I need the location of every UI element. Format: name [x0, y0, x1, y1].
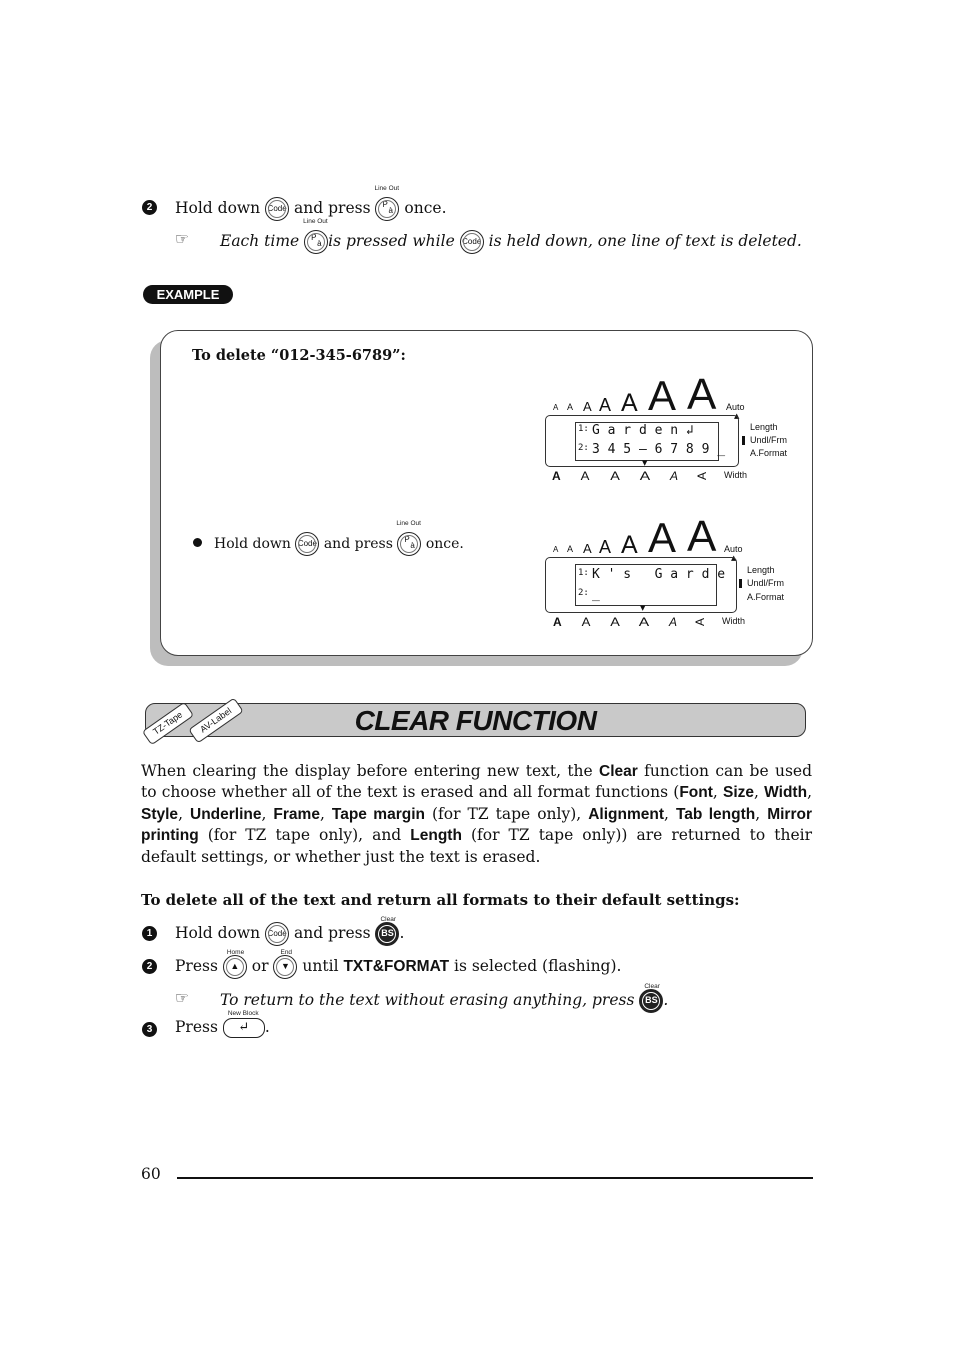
step-number: 2: [142, 959, 157, 974]
lcd-line-2: 3 4 5 – 6 7 8 9 _: [592, 442, 726, 457]
width-indicator: A: [580, 469, 590, 483]
width-indicator: A: [610, 615, 620, 629]
step-text: once.: [404, 199, 447, 217]
size-indicator: A: [687, 370, 717, 419]
size-indicator: A: [553, 403, 559, 412]
side-label: A.Format: [750, 448, 788, 458]
enter-key-icon: New Block ↵: [223, 1018, 265, 1038]
key-top-label: Line Out: [374, 185, 400, 192]
indicator-bar: [739, 579, 742, 588]
auto-indicator: Auto: [724, 544, 743, 554]
triangle-up-icon: ▲: [731, 554, 737, 562]
up-arrow-key-icon: Home ▲: [223, 955, 247, 979]
bs-key-icon: Clear BS: [375, 922, 399, 946]
width-indicator: A: [695, 471, 710, 481]
code-key-icon: Code: [265, 197, 289, 221]
size-indicator: A: [621, 531, 638, 559]
p-key-icon: Line Out P à: [304, 230, 328, 254]
page-number: 60: [141, 1165, 161, 1183]
intro-paragraph: When clearing the display before entering new text, the Clear function can be used to choose whether all of the text is erased and all format functions (Font, Size, Width, Style, Underline, Frame, Tape margin (for TZ tape only), Alignment, Tab length, Mirror printing (for TZ tape only), and Length (for TZ tape only)) are returned to their default settings, or whether just the text is erased.: [141, 762, 812, 866]
size-indicator: A: [687, 512, 717, 561]
side-label: A.Format: [747, 592, 785, 602]
bullet-icon: [193, 538, 202, 547]
width-indicator: A: [553, 615, 562, 629]
note-icon: ☞: [175, 230, 189, 248]
line-number: 2:: [578, 588, 589, 598]
code-key-icon: Code: [295, 532, 319, 556]
line-number: 1:: [578, 424, 589, 434]
example-badge: EXAMPLE: [143, 285, 233, 304]
note-text: To return to the text without erasing anything, press Clear BS .: [220, 989, 668, 1013]
size-indicator: A: [648, 372, 677, 419]
code-key-icon: Code: [265, 922, 289, 946]
size-indicator: A: [599, 395, 612, 415]
width-indicator: A: [581, 615, 591, 629]
width-indicator: A: [610, 469, 620, 483]
lcd-line-1: K ' s G a r d e: [592, 567, 726, 582]
size-indicator: A: [599, 537, 612, 557]
lcd-line-2: _: [592, 587, 600, 602]
lcd-display-1: [545, 372, 795, 484]
lcd-display-2: [545, 514, 795, 630]
size-indicator: A: [583, 541, 592, 556]
size-indicator: A: [567, 402, 574, 412]
auto-indicator: Auto: [726, 402, 745, 412]
size-indicator: A: [553, 545, 559, 554]
bs-key-icon: Clear BS: [639, 989, 663, 1013]
step-number: 2: [142, 200, 157, 215]
example-bullet-instruction: Hold down Code and press Line Out P à once.: [214, 532, 464, 556]
size-indicator: A: [567, 544, 574, 554]
indicator-bar: [742, 436, 745, 445]
step-number: 3: [142, 1022, 157, 1037]
side-label: Undl/Frm: [747, 578, 785, 588]
width-indicator: A: [669, 615, 678, 629]
step-text: Hold down: [175, 199, 261, 217]
section-title: CLEAR FUNCTION: [354, 705, 597, 736]
p-key-icon: Line Out P à: [375, 197, 399, 221]
width-indicator: A: [693, 617, 708, 627]
size-indicator: A: [583, 399, 592, 414]
tz-tape-tag: TZ-Tape: [142, 702, 194, 746]
section-banner: [145, 703, 806, 737]
size-indicator: A: [621, 389, 638, 417]
av-label-tag: AV-Label: [188, 697, 244, 743]
step-1-instruction: Hold down Code and press Clear BS .: [175, 922, 404, 946]
width-indicator: A: [670, 469, 679, 483]
side-label: Undl/Frm: [750, 435, 788, 445]
p-key-icon: Line Out P à: [397, 532, 421, 556]
step-3-instruction: Press New Block ↵ .: [175, 1010, 270, 1036]
step-text: and press: [294, 199, 371, 217]
width-indicator: A: [552, 469, 561, 483]
down-arrow-key-icon: End ▼: [273, 955, 297, 979]
width-indicator: A: [639, 469, 651, 483]
step-number: 1: [142, 926, 157, 941]
code-key-icon: Code: [460, 230, 484, 254]
side-label: Length: [747, 565, 775, 575]
note-text: Each time Line Out P à is pressed while Code is held down, one line of text is deleted.: [220, 230, 802, 254]
step-2-instruction: Press Home ▲ or End ▼ until TXT&FORMAT is selected (flashing).: [175, 955, 621, 979]
line-number: 1:: [578, 568, 589, 578]
procedure-heading: To delete all of the text and return all formats to their default settings:: [141, 891, 740, 909]
size-indicator: A: [648, 514, 677, 561]
line-number: 2:: [578, 443, 589, 453]
footer-rule: [177, 1177, 813, 1179]
note-icon: ☞: [175, 989, 189, 1007]
width-label: Width: [724, 470, 748, 480]
triangle-down-icon: ▼: [640, 604, 646, 612]
triangle-down-icon: ▼: [642, 459, 648, 467]
width-label: Width: [722, 616, 746, 626]
lcd-line-1: G a r d e n ↲: [592, 423, 694, 438]
width-indicator: A: [638, 615, 650, 629]
side-label: Length: [750, 422, 778, 432]
triangle-up-icon: ▲: [734, 412, 740, 420]
example-title: To delete “012-345-6789”:: [192, 347, 406, 364]
